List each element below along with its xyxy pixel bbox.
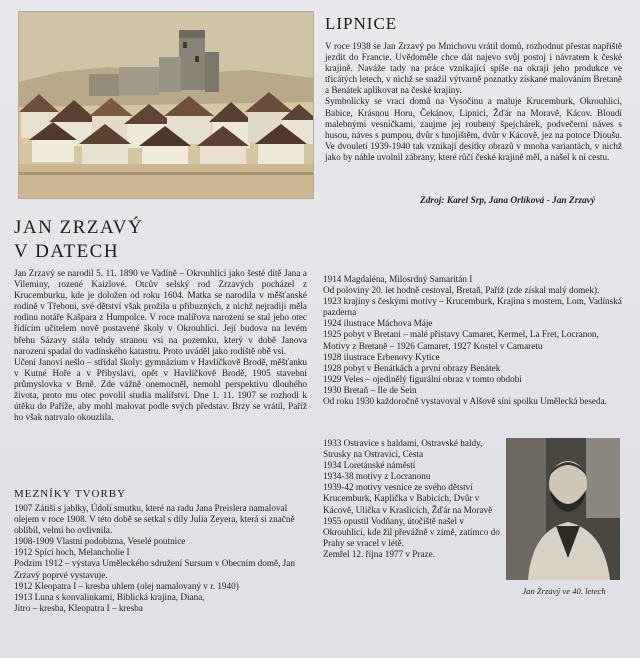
timeline-item: 1939-42 motivy vesnice ze svého dětství Krucemburk, Kaplička v Babicích, Dvůr v Kácově, Ulička v Kraslicích, Žďár na Moravě: [323, 482, 493, 515]
lipnice-text: [325, 41, 622, 163]
milestone-item: 1912 Spící hoch, Melancholie I: [14, 547, 130, 558]
timeline-item: 1924 ilustrace Máchova Máje: [323, 318, 433, 329]
timeline-item: 1929 Veles – ojedinělý figurální obraz v tomto období: [323, 373, 522, 384]
milestone-item: 1907 Zátiší s jablky, Údolí smutku, které na radu Jana Preislera namaloval olejem v roce 1908. V této době se setkal s díly Julia Zeyera, která si značně oblíbil, velmi ho ovlivnila.: [14, 503, 295, 536]
milestone-item: Podzim 1912 – výstava Uměleckého sdružení Sursum v Obecním domě, Jan Zrzavý poprvé vystavuje.: [14, 558, 295, 580]
heading-line: JAN ZRZAVÝ: [14, 217, 144, 238]
timeline-item: Od poloviny 20. let hodně cestoval, Bretaň, Paříž (zde získal malý domek).: [323, 285, 600, 296]
milestone-item: 1912 Kleopatra I – kresba uhlem (olej namalovaný v r. 1940): [14, 580, 239, 591]
photo-caption: Jan Zrzavý ve 40. letech: [522, 586, 606, 596]
timeline-list-late: [323, 438, 501, 560]
timeline-item: 1914 Magdaléna, Milosrdný Samaritán I: [323, 274, 473, 284]
timeline-item: 1928 pobyt v Benátkách a první obrazy Benátek: [323, 362, 501, 373]
timeline-item: 1925 pobyt v Bretani – malé přístavy Camaret, Kermel, La Fret, Locranon, Motivy z Bretaně – 1926 Camaret, 1927 Kostel v Camaretu: [323, 329, 599, 351]
milestone-item: 1908-1909 Vlastní podobizna, Veselé poutnice: [14, 536, 186, 547]
source-credit: Zdroj: Karel Srp, Jana Orlíková - Jan Zrzavý: [420, 196, 596, 206]
milestones-title: MEZNÍKY TVORBY: [14, 488, 127, 500]
lipnice-title: LIPNICE: [325, 14, 398, 33]
lipnice-paragraph: Symbolicky se vrací domů na Vysočinu a maluje Krucemburk, Okrouhlici, Babice, Krásnou Horu, Čekánov, Lipnici, Žďár na Moravě, Kácov. Bloudí malebnými vesničkami, zaujme jej roubený špejchárek, podvečerní náves s husou, náves s pumpou, dvůr s hnojištěm, dvůr v Kácově, jez na potoce Dioušu. Ve dvouletí 1939-1940 tak vznikají desítky obrazů v mnoha variantách, v nichž jako by náhle uvolnil zábrany, které růčí české krajině měl, a našel k ní cestu.: [325, 96, 622, 162]
heading-line: V DATECH: [14, 241, 120, 262]
timeline-list: [323, 274, 623, 407]
timeline-item: 1934-38 motivy z Locranonu: [323, 471, 431, 482]
timeline-item: Od roku 1930 každoročně vystavoval v Alšově síni spolku Umělecká beseda.: [323, 396, 607, 407]
section-heading: [14, 216, 143, 264]
lipnice-painting: [19, 12, 313, 198]
timeline-item: 1930 Bretaň – Ile de Sein: [323, 384, 417, 395]
milestone-item: 1913 Luna s konvalinkami, Biblická krajina, Diana,: [14, 591, 205, 602]
milestone-item: Jitro – kresba, Kleopatra I – kresba: [14, 602, 143, 613]
milestones-list: [14, 503, 310, 614]
lipnice-paragraph: V roce 1938 se Jan Zrzavý po Mnichovu vrátil domů, rozhodnut přestat napříště jezdit do Francie. Uvědoměle chce dát najevo svůj postoj i návratem k české krajině. Naváže tady na práce vznikající spíše na okraji jeho produkce ve třicátých letech, v nichž se snažil výtvarně poznatky získané malováním Bretaně a Benátek aplikovat na české krajiny.: [325, 41, 622, 96]
timeline-item: 1933 Ostravice s haldami, Ostravské haldy, Strusky na Ostravici, Cesta: [323, 438, 483, 460]
biography: [14, 268, 307, 423]
timeline-item: 1955 opustil Vodňany, útočiště našel v Okrouhlici, kde žil převážně v zimě, zatímco do Prahy se vracel v létě.: [323, 515, 500, 548]
timeline-item: 1934 Loretánské náměstí: [323, 460, 416, 471]
bio-paragraph: Učení Janovi nešlo – střídal školy: gymnázium v Havlíčkově Brodě, měšťanku v Kutné Hoře a v Přibyslavi, opět v Havlíčkově Brodě, 1905 stavební průmyslovka v Brně. Zde vážně onemocněl, nemohl perspektivu dlouhého života, proto mu otec povolil studia malířství. Dne 1. 11. 1907 se rozhodl k útěku do Paříže, aby mohl malovat podle svých představ. Brzy se vrátil, Paříž ho však natrvalo okouzlila.: [14, 356, 307, 423]
artist-photo: [506, 438, 620, 580]
bio-paragraph: Jan Zrzavý se narodil 5. 11. 1890 ve Vadíně – Okrouhlici jako šesté dítě Jana a Vileminy, rozené Kaizlové. Otcův selský rod Zrzavých pocházel z Krucemburku, kde je doložen od roku 1604. Matka se narodila v měšťanské rodině v Třeboni, své dětství však prožila u příbuzných, z nichž nejradiji měla rodinu notáře Kašpara z Humpolce. V roce malířova narození se stal jeho otec řídícím učitelem nově postavené školy v Okrouhlici. Její budova na levém břehu Sázavy stála tehdy stranou vsi na pozemku, který v době Janova narození spadal do vadínského katastru. Proto uváděl jako rodiště obě vsi.: [14, 268, 307, 356]
timeline-item: 1923 krajiny s českými motivy – Krucemburk, Krajina s mostem, Lom, Vadínská pazderna: [323, 296, 622, 318]
timeline-item: 1928 ilustrace Erbenovy Kytice: [323, 351, 440, 362]
timeline-item: Zemřel 12. října 1977 v Praze.: [323, 548, 435, 559]
